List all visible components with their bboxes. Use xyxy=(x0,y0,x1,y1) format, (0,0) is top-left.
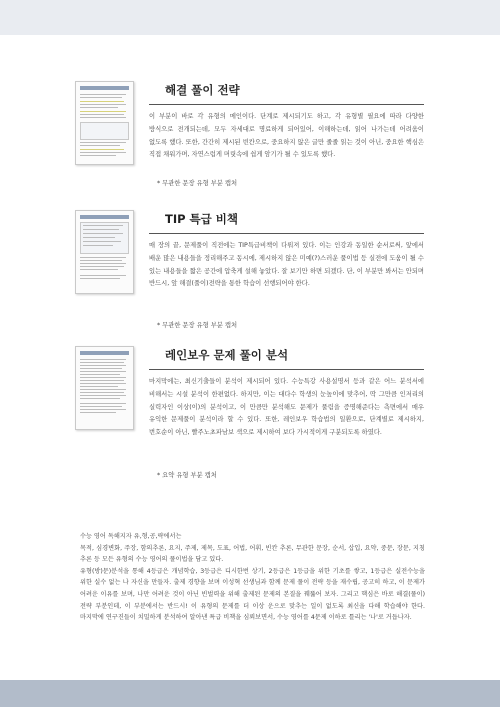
section-rainbow-analysis xyxy=(75,346,424,516)
section-tip xyxy=(75,210,424,335)
page-thumbnail xyxy=(75,346,134,430)
section-caption: * 무관한 문장 유형 부분 캡처 xyxy=(157,180,238,187)
section-body: 마지막에는, 최신기출들이 분석이 제시되어 있다. 수능특강 사용설명서 등과 같은 어느 분석서에 비해서는 시설 분석이 한편없다. 하지만, 이는 대다수 학생의 눈높이에 맞추어, 딱 그만큼 인저리의 실력자인 이상(이)의 분석이고, 이 만큼만 분석해도 문제가 풀림을 증명해준다는 측면에서 매우 유익한 문제풀이 분석이라 할 수 있다. 또한, 레인보우 학습법의 일환으로, 단계별로 제시하지, 번호순이 아닌, 빨주노초파남보 색으로 제시하여 보다 가시적이게 구분되도록 하였다. xyxy=(149,378,424,437)
section-title: 레인보우 문제 풀이 분석 xyxy=(149,346,424,370)
intro-paragraph: 유형(방)문)분석을 통해 4등급은 개념학습, 3등급은 디시한번 상기, 2등급은 1등급을 위한 기초를 쌓고, 1등급은 실전수능을 위한 실수 없는 나 자신을 만들자. 출제 경향을 보며 이성혁 선생님과 함께 문제 풀이 전략 등을 재수립, 공고히 하고, 이 문제가 어려운 이유를 보며, 나만 어려운 것이 아닌 빈벌력을 위해 출제된 문제의 본질을 꿰뚫어 보자. 그리고 핵심은 바로 해결(풀이)전략 부분인데, 이 부분에서는 반드시! 이 유형의 문제를 더 이상 운으로 맞추는 일이 없도록 최신을 다해 학습해야 한다. 마지막에 연구진들이 치밀하게 분석하여 알아낸 특급 비책을 심뢰보면서, 수능 영어를 4문제 이하로 틀리는 '나'로 거듭나자. xyxy=(80,567,425,622)
page-thumbnail xyxy=(75,81,134,165)
bottom-band xyxy=(0,680,500,707)
section-caption: * 요약 유형 부분 캡처 xyxy=(157,472,217,479)
intro-paragraph: 목적, 심경변화, 주장, 함의추론, 요지, 주제, 제목, 도표, 어법, 어휘, 빈칸 추론, 무관한 문장, 순서, 삽입, 요약, 중문, 장문, 지칭 추론 등 모든 유형의 수능 영어의 풀이법을 담고 있다. xyxy=(80,544,425,564)
intro-paragraph: 수능 영어 독해지자 유,형,공,략에서는 xyxy=(80,533,182,540)
page-thumbnail xyxy=(75,210,134,294)
section-body: 매 장의 끝, 문제풀이 직전에는 TIP특급비책이 다뤄져 있다. 이는 인강과 동일한 순서로써, 앞에서 배운 많은 내용들을 정리해주고 동시에, 제시하지 않은 미예(?)스러운 풀이법 등 실전에 도움이 될 수 있는 내용들을 짧은 공간에 압축게 설해 놓았다. 잘 보기만 하면 되겠다. 단, 이 부분만 봐서는 안되며 반드시, 앞 해결(풀이)전략을 통한 학습이 선행되어야 한다. xyxy=(149,242,424,288)
section-title: 해결 풀이 전략 xyxy=(149,81,424,105)
top-band xyxy=(0,0,500,35)
section-caption: * 무관한 문장 유형 부분 캡처 xyxy=(157,322,238,329)
intro-text-block xyxy=(80,531,425,624)
section-solution-strategy xyxy=(75,81,424,191)
section-title: TIP 특급 비책 xyxy=(149,210,424,234)
section-body: 이 부분이 바로 각 유형의 메인이다. 단계로 제시되기도 하고, 각 유형별 필요에 따라 다양한 방식으로 전개되는데, 모두 자세대로 명료하게 되어있어, 이해하는데, 읽어 나가는데 어려움이 없도록 했다. 또한, 간간히 제시된 빈칸으로, 중요하지 않은 글만 줄줄 읽는 것이 아닌, 중요한 핵심은 직접 채워가며, 자연스럽게 머릿속에 쉽게 암기가 될 수 있도록 했다. xyxy=(149,113,424,159)
